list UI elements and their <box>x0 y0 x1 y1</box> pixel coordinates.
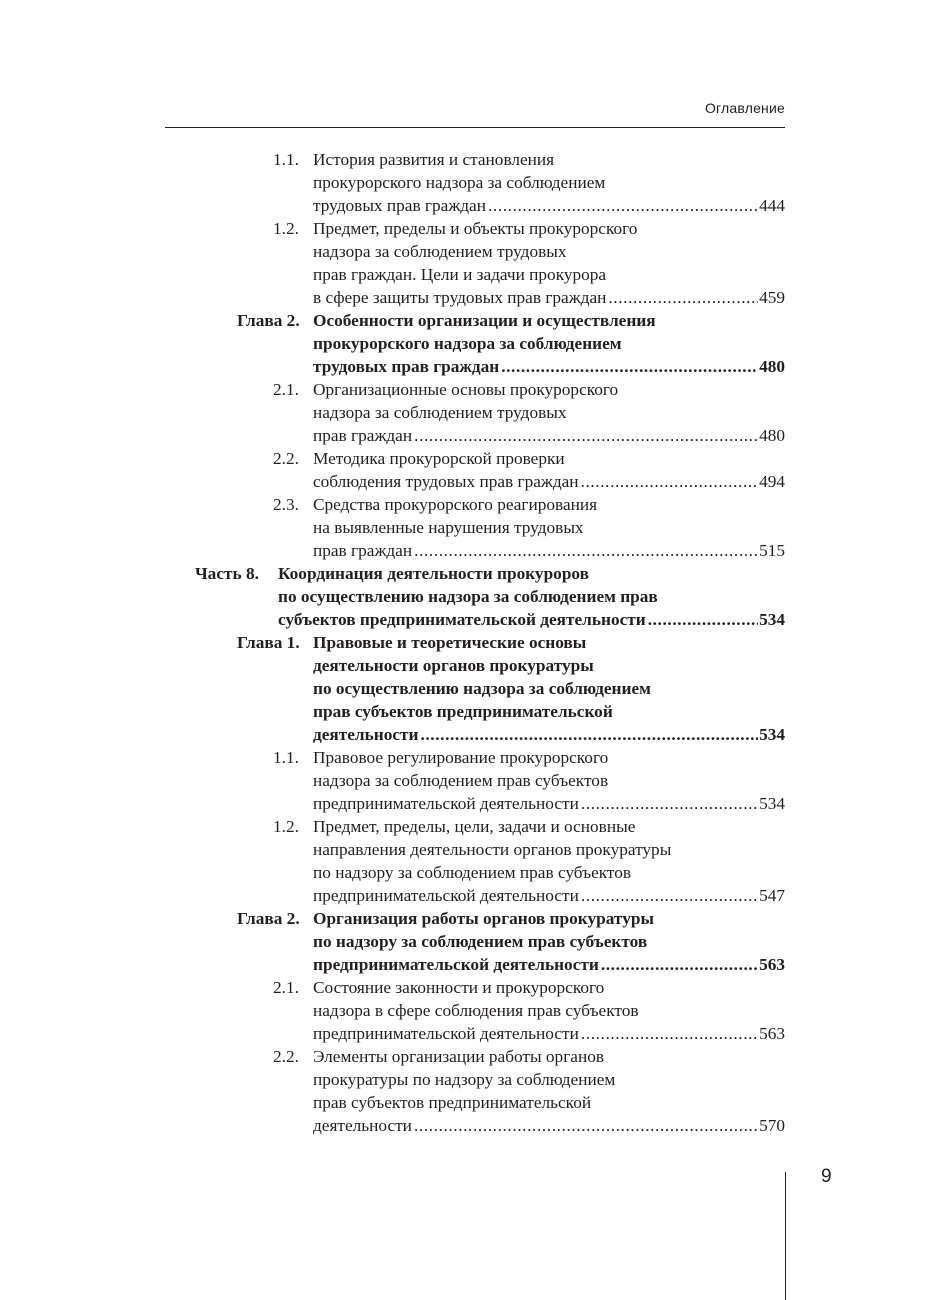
dot-leader <box>501 355 758 378</box>
toc-entry-title <box>313 631 785 746</box>
toc-entry-title <box>313 217 785 309</box>
toc-entry[interactable] <box>0 746 934 815</box>
dot-leader <box>414 424 758 447</box>
toc-page-number: 444 <box>759 196 785 215</box>
toc-entry-number: 1.2. <box>273 817 299 836</box>
toc-entry-number: 2.2. <box>273 1047 299 1066</box>
toc-entry-title-line: на выявленные нарушения трудовых <box>313 518 584 537</box>
toc-entry-title-line: трудовых прав граждан <box>313 196 486 215</box>
toc-entry-title-line: Правовое регулирование прокурорского <box>313 748 609 767</box>
toc-entry-title-line: в сфере защиты трудовых прав граждан <box>313 288 607 307</box>
toc-entry[interactable] <box>0 1045 934 1137</box>
toc-entry-number: 1.1. <box>273 150 299 169</box>
toc-entry-title-line: субъектов предпринимательской деятельности <box>278 610 646 629</box>
toc-entry-title-line: трудовых прав граждан <box>313 357 500 376</box>
toc-entry-title <box>313 815 785 907</box>
toc-page-number: 494 <box>759 472 785 491</box>
toc-entry-title-line: направления деятельности органов прокуратуры <box>313 840 672 859</box>
toc-entry-number: 2.1. <box>273 978 299 997</box>
toc-entry-title <box>313 378 785 447</box>
toc-entry-number: Глава 2. <box>237 909 300 928</box>
toc-entry-title-line: прокуратуры по надзору за соблюдением <box>313 1070 616 1089</box>
toc-entry-number: 2.2. <box>273 449 299 468</box>
toc-entry-title-line: по надзору за соблюдением прав субъектов <box>313 863 632 882</box>
toc-entry-title-line: предпринимательской деятельности <box>313 794 579 813</box>
toc-entry-title-line: предпринимательской деятельности <box>313 1024 579 1043</box>
toc-entry-title <box>313 746 785 815</box>
toc-entry[interactable] <box>0 378 934 447</box>
toc-entry-number: Часть 8. <box>195 564 259 583</box>
dot-leader <box>608 286 758 309</box>
toc-entry-title-line: Предмет, пределы и объекты прокурорского <box>313 219 638 238</box>
toc-entry-number: Глава 1. <box>237 633 300 652</box>
toc-entry-title <box>278 562 785 631</box>
toc-entry-title-line: прав граждан <box>313 541 413 560</box>
toc-entry-title <box>313 907 785 976</box>
toc-entry-title-line: деятельности органов прокуратуры <box>313 656 594 675</box>
page-number: 9 <box>821 1166 832 1187</box>
toc-entry-number: 1.1. <box>273 748 299 767</box>
toc-entry[interactable] <box>0 562 934 631</box>
dot-leader <box>581 1022 758 1045</box>
toc-entry-title-line: надзора в сфере соблюдения прав субъектов <box>313 1001 639 1020</box>
toc-entry-title-line: по надзору за соблюдением прав субъектов <box>313 932 648 951</box>
toc-entry-title-line: Организационные основы прокурорского <box>313 380 619 399</box>
toc-entry-title-line: предпринимательской деятельности <box>313 886 579 905</box>
toc-entry-title-line: надзора за соблюдением трудовых <box>313 242 567 261</box>
toc-entry-title-line: соблюдения трудовых прав граждан <box>313 472 579 491</box>
toc-page-number: 547 <box>759 886 785 905</box>
dot-leader <box>414 1114 758 1137</box>
toc-entry-title-line: прав субъектов предпринимательской <box>313 702 613 721</box>
toc-entry[interactable] <box>0 976 934 1045</box>
header-rule <box>165 127 785 128</box>
toc-entry-title-line: Особенности организации и осуществления <box>313 311 656 330</box>
toc-entry[interactable] <box>0 815 934 907</box>
toc-entry-title-line: прав граждан <box>313 426 413 445</box>
toc-entry-title-line: История развития и становления <box>313 150 555 169</box>
toc-entry-title-line: прокурорского надзора за соблюдением <box>313 334 622 353</box>
toc-entry-title-line: по осуществлению надзора за соблюдением прав <box>278 587 658 606</box>
toc-entry[interactable] <box>0 148 934 217</box>
toc-entry[interactable] <box>0 309 934 378</box>
dot-leader <box>488 194 758 217</box>
toc-page-number: 563 <box>759 955 785 974</box>
toc-entry-number: 1.2. <box>273 219 299 238</box>
toc-entry-title <box>313 493 785 562</box>
toc-entry-title-line: прав граждан. Цели и задачи прокурора <box>313 265 607 284</box>
toc-entry[interactable] <box>0 631 934 746</box>
toc-page-number: 534 <box>759 794 785 813</box>
toc-entry-title-line: Состояние законности и прокурорского <box>313 978 605 997</box>
dot-leader <box>581 884 758 907</box>
folio-rule <box>785 1172 786 1300</box>
toc-entry[interactable] <box>0 447 934 493</box>
running-head-title: Оглавление <box>704 100 785 116</box>
toc-entry-title-line: прав субъектов предпринимательской <box>313 1093 592 1112</box>
toc-entry[interactable] <box>0 907 934 976</box>
toc-entry-title-line: предпринимательской деятельности <box>313 955 599 974</box>
toc-entry-title-line: Координация деятельности прокуроров <box>278 564 589 583</box>
toc-entry-title-line: деятельности <box>313 1116 412 1135</box>
toc-entry-title-line: прокурорского надзора за соблюдением <box>313 173 606 192</box>
toc-entry-title-line: по осуществлению надзора за соблюдением <box>313 679 651 698</box>
toc-entry-title-line: надзора за соблюдением трудовых <box>313 403 567 422</box>
toc-entry-title <box>313 148 785 217</box>
toc-entry-title-line: Предмет, пределы, цели, задачи и основные <box>313 817 636 836</box>
toc-page-number: 570 <box>759 1116 785 1135</box>
toc-page-number: 480 <box>759 426 785 445</box>
toc-entry-title-line: Средства прокурорского реагирования <box>313 495 598 514</box>
toc-entry[interactable] <box>0 217 934 309</box>
toc-entry[interactable] <box>0 493 934 562</box>
toc-entry-title-line: Организация работы органов прокуратуры <box>313 909 654 928</box>
toc-entry-title-line: деятельности <box>313 725 419 744</box>
toc-entry-title <box>313 309 785 378</box>
toc-entry-title <box>313 976 785 1045</box>
dot-leader <box>420 723 758 746</box>
dot-leader <box>581 470 759 493</box>
toc-entry-title <box>313 1045 785 1137</box>
toc-entry-title-line: надзора за соблюдением прав субъектов <box>313 771 609 790</box>
toc-page-number: 563 <box>759 1024 785 1043</box>
toc-page-number: 459 <box>759 288 785 307</box>
toc-entry-number: 2.1. <box>273 380 299 399</box>
toc-entry-title-line: Элементы организации работы органов <box>313 1047 604 1066</box>
toc-page-number: 534 <box>759 725 785 744</box>
toc-entry-number: Глава 2. <box>237 311 300 330</box>
toc-entry-title <box>313 447 785 493</box>
toc-page-number: 515 <box>759 541 785 560</box>
dot-leader <box>601 953 758 976</box>
toc-page-number: 534 <box>759 610 785 629</box>
toc-entry-title-line: Правовые и теоретические основы <box>313 633 587 652</box>
toc-entry-title-line: Методика прокурорской проверки <box>313 449 565 468</box>
dot-leader <box>581 792 758 815</box>
dot-leader <box>648 608 758 631</box>
table-of-contents <box>0 148 934 1137</box>
toc-entry-number: 2.3. <box>273 495 299 514</box>
dot-leader <box>414 539 758 562</box>
toc-page-number: 480 <box>759 357 785 376</box>
